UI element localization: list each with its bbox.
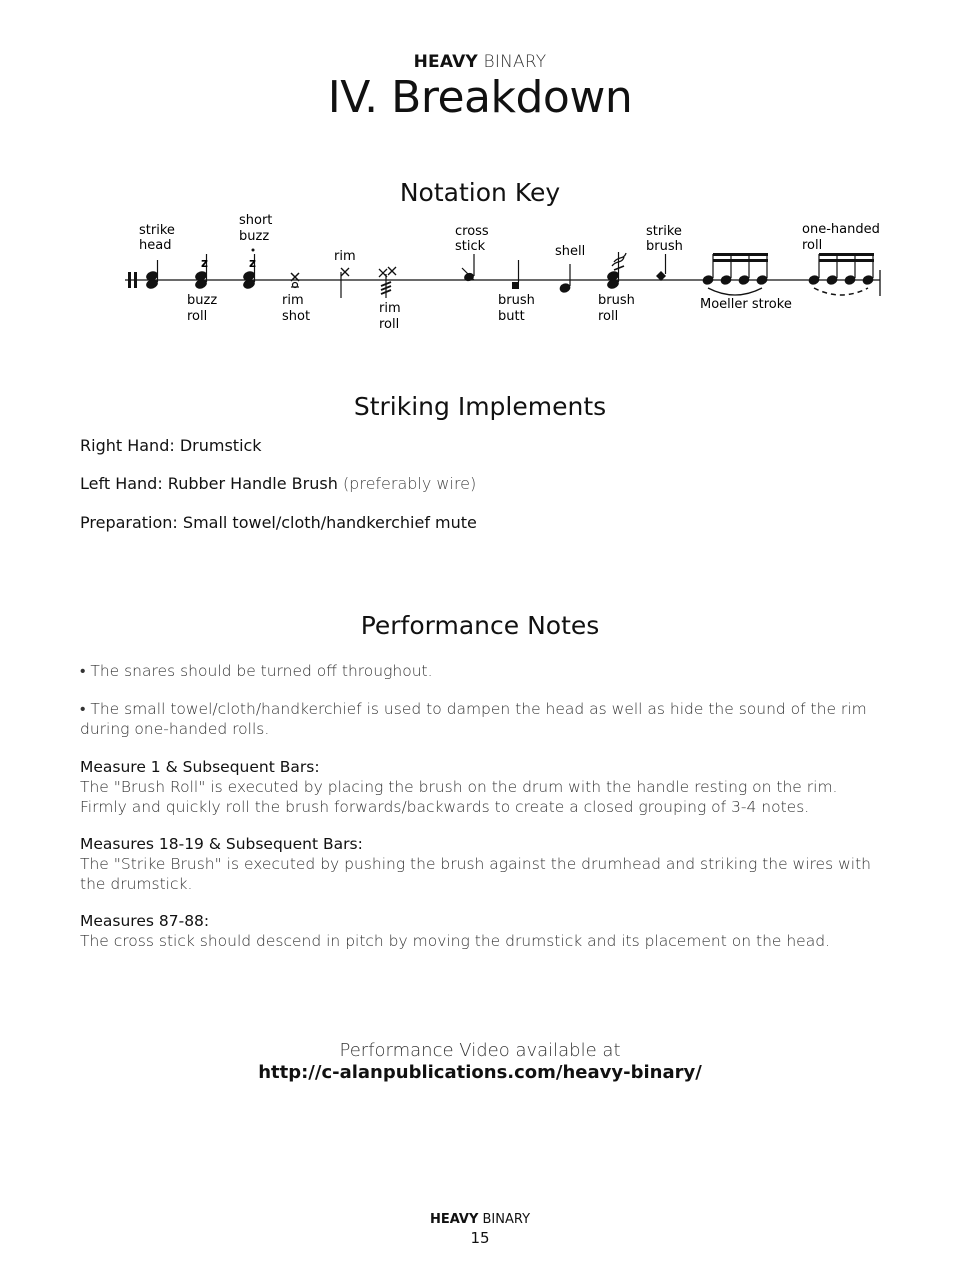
label-rim-shot-1: rim <box>282 293 304 308</box>
label-brush-roll-1: brush <box>598 293 635 308</box>
strike-head-note-icon <box>145 260 159 290</box>
page-number: 15 <box>470 1229 490 1247</box>
label-one-handed-roll-2: roll <box>802 238 823 253</box>
measure-1-text: The "Brush Roll" is executed by placing the brush on the drum with the handle resting on the rim. Firmly and quickly roll the brush forwards/backwards to create a closed grouping of 3-4 notes. <box>80 778 838 816</box>
notation-key-staff <box>0 210 960 340</box>
rim-roll-note-icon <box>379 267 396 298</box>
striking-implements-heading: Striking Implements <box>353 392 607 421</box>
right-hand-line: Right Hand: Drumstick <box>80 436 262 455</box>
buzz-roll-note-icon <box>194 254 208 290</box>
video-url-link[interactable]: http://c-alanpublications.com/heavy-binary/ <box>258 1062 702 1083</box>
measure-87-heading: Measures 87-88: <box>80 912 210 930</box>
measure-1-heading: Measure 1 & Subsequent Bars: <box>80 758 320 776</box>
label-short-buzz-2: buzz <box>239 229 270 244</box>
one-handed-roll-notes-icon <box>807 253 874 295</box>
footer-series <box>0 1212 960 1227</box>
label-rim-roll-2: roll <box>379 317 400 332</box>
label-rim-roll-1: rim <box>379 301 401 316</box>
measure-18-note <box>80 834 880 894</box>
measure-1-note <box>80 757 880 817</box>
left-hand-text: Left Hand: Rubber Handle Brush <box>80 474 338 493</box>
short-buzz-note-icon <box>242 249 256 291</box>
page-title: IV. Breakdown <box>327 72 633 123</box>
svg-text:z: z <box>249 256 256 270</box>
label-strike-brush-2: brush <box>646 239 683 254</box>
label-rim-shot-2: shot <box>282 309 311 324</box>
notation-key-heading: Notation Key <box>399 178 561 207</box>
note-bullet-2: • The small towel/cloth/handkerchief is used to dampen the head as well as hide the sound of the rim during one-handed rolls. <box>80 700 867 738</box>
label-strike-head-2: head <box>139 238 172 253</box>
label-moeller-stroke: Moeller stroke <box>700 297 792 312</box>
svg-text:z: z <box>201 256 208 270</box>
strike-brush-note-icon <box>656 254 666 281</box>
brush-butt-note-icon <box>512 260 519 289</box>
label-buzz-roll-2: roll <box>187 309 208 324</box>
footer-series-light: BINARY <box>482 1212 531 1227</box>
percussion-clef-icon <box>128 272 131 288</box>
label-short-buzz-1: short <box>239 213 273 228</box>
label-strike-brush-1: strike <box>646 224 682 239</box>
label-brush-butt-1: brush <box>498 293 535 308</box>
video-caption: Performance Video available at <box>339 1040 621 1061</box>
note-bullet-1: • The snares should be turned off throughout. <box>80 662 433 680</box>
measure-18-heading: Measures 18-19 & Subsequent Bars: <box>80 835 363 853</box>
label-buzz-roll-1: buzz <box>187 293 218 308</box>
label-brush-roll-2: roll <box>598 309 619 324</box>
label-brush-butt-2: butt <box>498 309 525 324</box>
series-title <box>0 52 960 72</box>
measure-87-text: The cross stick should descend in pitch by moving the drumstick and its placement on the head. <box>80 932 830 950</box>
measure-87-note <box>80 911 880 951</box>
left-hand-line <box>80 474 476 493</box>
rim-note-icon <box>341 268 349 298</box>
label-shell: shell <box>555 244 586 259</box>
label-one-handed-roll-1: one-handed <box>802 222 880 237</box>
cross-stick-note-icon <box>462 254 475 282</box>
label-rim: rim <box>334 249 356 264</box>
label-strike-head-1: strike <box>139 223 175 238</box>
label-cross-stick-2: stick <box>455 239 486 254</box>
moeller-stroke-notes-icon <box>701 253 768 295</box>
brush-roll-note-icon <box>606 252 626 290</box>
performance-notes-heading: Performance Notes <box>360 611 600 640</box>
shell-note-icon <box>558 264 571 294</box>
series-title-bold: HEAVY <box>413 52 478 72</box>
series-title-light: BINARY <box>483 52 547 72</box>
left-hand-note: (preferably wire) <box>342 474 477 493</box>
label-cross-stick-1: cross <box>455 224 489 239</box>
measure-18-text: The "Strike Brush" is executed by pushing the brush against the drumhead and striking the wires with the drumstick. <box>80 855 871 893</box>
preparation-line: Preparation: Small towel/cloth/handkerchief mute <box>80 513 477 532</box>
footer-series-bold: HEAVY <box>429 1212 479 1227</box>
